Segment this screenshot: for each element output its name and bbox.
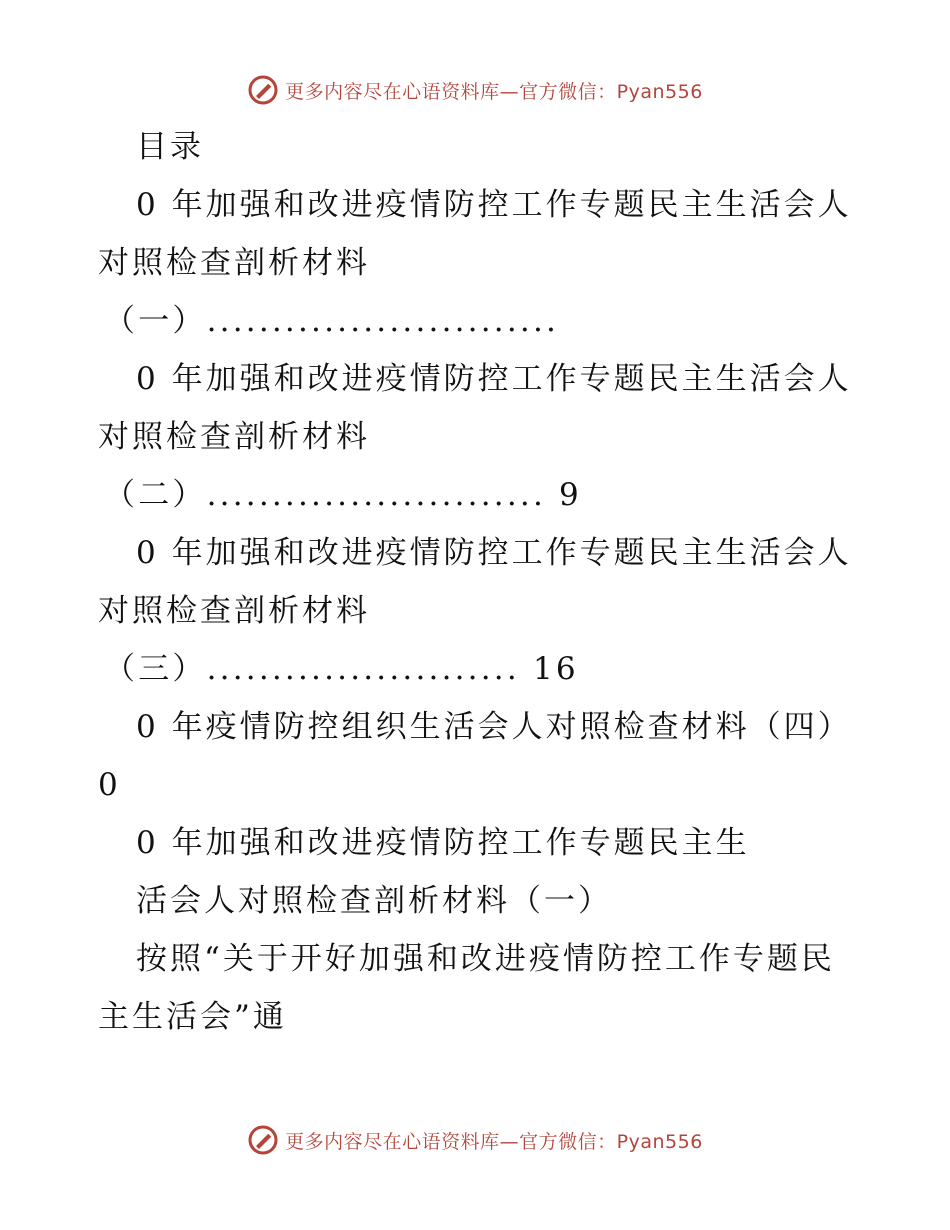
toc-entry-1-page: （一）........................... xyxy=(104,303,560,339)
toc-entry-1-title: 0 年加强和改进疫情防控工作专题民主生活会人 xyxy=(136,187,852,223)
toc-entry-2-title-cont: 对照检查剖析材料 xyxy=(98,419,370,455)
body-paragraph-line-2: 主生活会”通 xyxy=(98,999,287,1035)
footer-banner xyxy=(0,1120,950,1160)
toc-entry-3-page: （三）........................ 16 xyxy=(104,651,579,687)
body-paragraph-line-1: 按照“关于开好加强和改进疫情防控工作专题民 xyxy=(136,941,835,977)
logo-icon xyxy=(247,1124,279,1156)
toc-entry-2-page: （二）.......................... 9 xyxy=(104,477,582,513)
toc-entry-4-page: 0 xyxy=(98,767,121,803)
toc-entry-3-title-cont: 对照检查剖析材料 xyxy=(98,593,370,629)
toc-entry-4-title: 0 年疫情防控组织生活会人对照检查材料（四） xyxy=(136,709,852,745)
logo-icon xyxy=(247,74,279,106)
section-title-line-2: 活会人对照检查剖析材料（一） xyxy=(136,883,612,919)
document-body xyxy=(98,118,858,1046)
toc-entry-3-title: 0 年加强和改进疫情防控工作专题民主生活会人 xyxy=(136,535,852,571)
toc-entry-2-title: 0 年加强和改进疫情防控工作专题民主生活会人 xyxy=(136,361,852,397)
section-title-line-1: 0 年加强和改进疫情防控工作专题民主生 xyxy=(136,825,750,861)
header-banner-text: 更多内容尽在心语资料库—官方微信：Pyan556 xyxy=(285,80,703,103)
toc-heading: 目录 xyxy=(136,129,204,165)
toc-entry-1-title-cont: 对照检查剖析材料 xyxy=(98,245,370,281)
footer-banner-text: 更多内容尽在心语资料库—官方微信：Pyan556 xyxy=(285,1130,703,1153)
header-banner xyxy=(0,70,950,110)
